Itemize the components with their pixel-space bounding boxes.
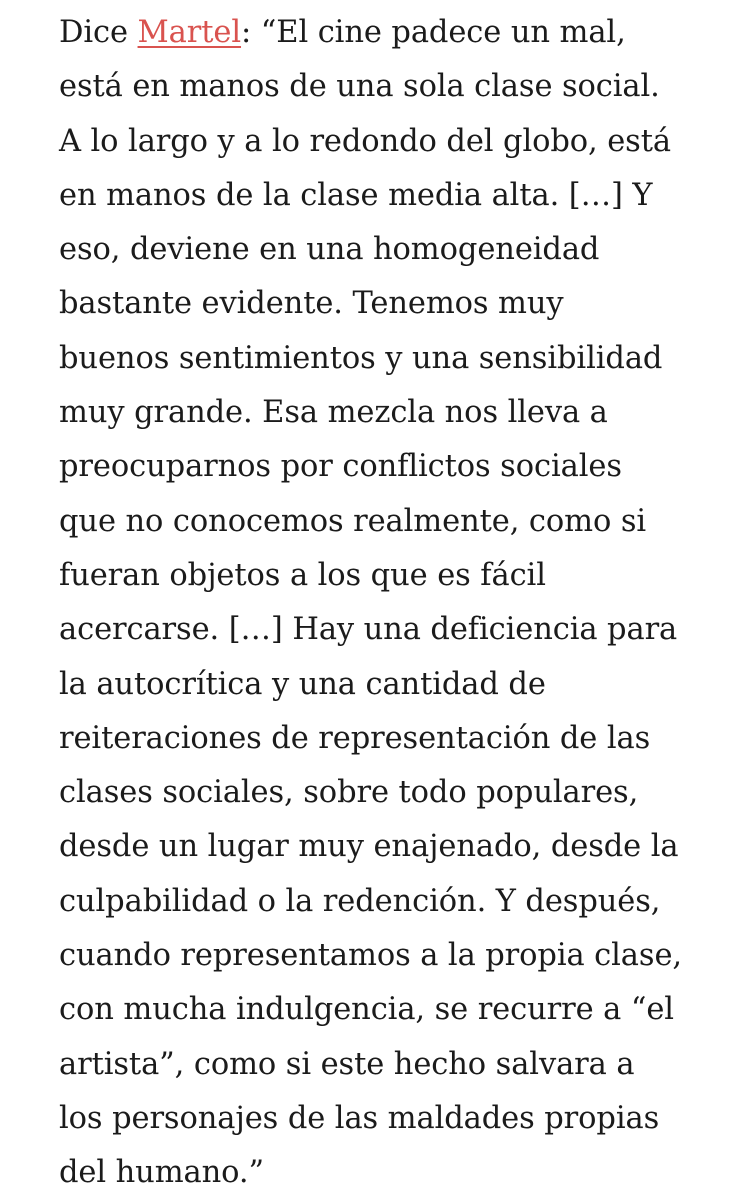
paragraph-line: [59, 6, 739, 60]
paragraph-line: buenos sentimientos y una sensibilidad: [59, 340, 663, 376]
paragraph-line: acercarse. […] Hay una deficiencia para: [59, 612, 678, 648]
paragraph-line: bastante evidente. Tenemos muy: [59, 286, 564, 322]
paragraph-line: culpabilidad o la redención. Y después,: [59, 883, 661, 919]
quote-paragraph: [59, 6, 739, 1201]
paragraph-line: muy grande. Esa mezcla nos lleva a: [59, 395, 608, 431]
paragraph-line: desde un lugar muy enajenado, desde la: [59, 829, 679, 865]
paragraph-line: fueran objetos a los que es fácil: [59, 557, 546, 593]
paragraph-line: está en manos de una sola clase social.: [59, 69, 660, 105]
intro-text: Dice: [59, 15, 138, 50]
paragraph-line: que no conocemos realmente, como si: [59, 503, 647, 539]
paragraph-line: reiteraciones de representación de las: [59, 720, 651, 756]
paragraph-line: eso, deviene en una homogeneidad: [59, 232, 600, 268]
paragraph-line: clases sociales, sobre todo populares,: [59, 775, 639, 811]
paragraph-line: del humano.”: [59, 1155, 264, 1191]
line-text: : “El cine padece un mal,: [241, 15, 626, 50]
paragraph-line: con mucha indulgencia, se recurre a “el: [59, 992, 674, 1028]
paragraph-line: en manos de la clase media alta. […] Y: [59, 177, 653, 213]
paragraph-line: preocuparnos por conflictos sociales: [59, 449, 622, 485]
paragraph-line: la autocrítica y una cantidad de: [59, 666, 546, 702]
paragraph-line: A lo largo y a lo redondo del globo, está: [59, 123, 671, 159]
paragraph-line: cuando representamos a la propia clase,: [59, 938, 682, 974]
paragraph-line: artista”, como si este hecho salvara a: [59, 1046, 635, 1082]
martel-link[interactable]: Martel: [137, 15, 242, 50]
paragraph-line: los personajes de las maldades propias: [59, 1100, 660, 1136]
